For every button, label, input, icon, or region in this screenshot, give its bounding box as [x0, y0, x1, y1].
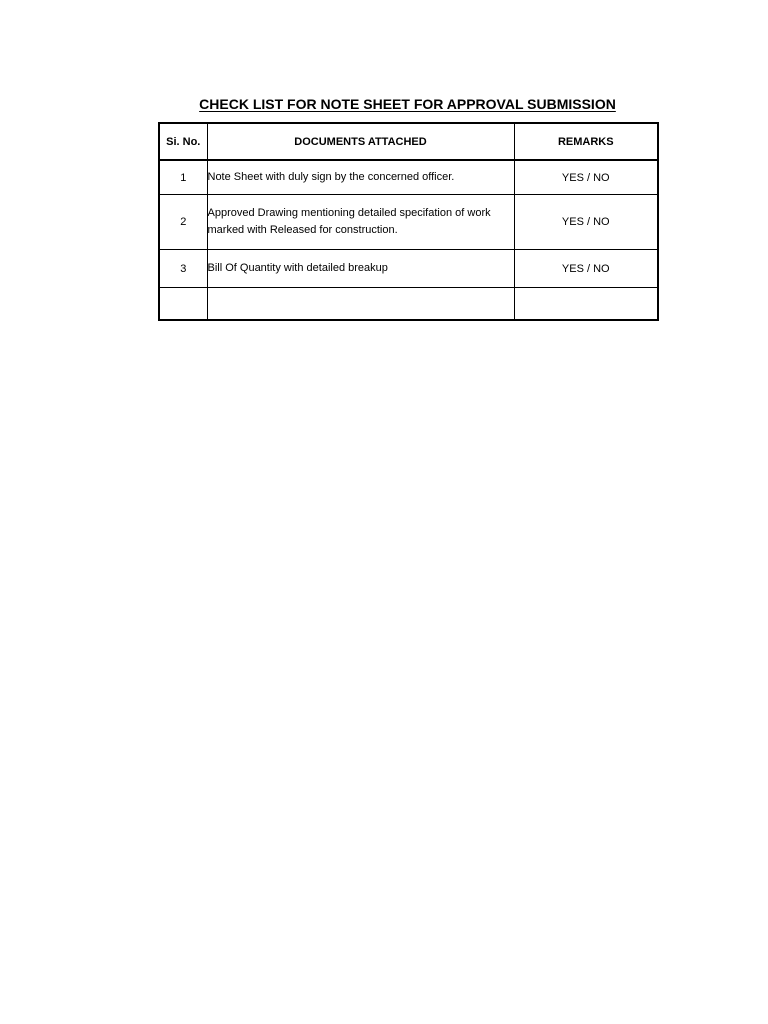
row-sno	[159, 288, 207, 321]
row-document: Note Sheet with duly sign by the concerned officer.	[207, 160, 514, 195]
row-remarks: YES / NO	[514, 195, 658, 250]
table-row	[159, 160, 658, 195]
row-remarks: YES / NO	[514, 250, 658, 288]
row-remarks: YES / NO	[514, 160, 658, 195]
table-row	[159, 250, 658, 288]
document-title: CHECK LIST FOR NOTE SHEET FOR APPROVAL SUBMISSION	[199, 96, 616, 112]
row-document: Approved Drawing mentioning detailed specifation of work marked with Released for construction.	[207, 195, 514, 250]
table-row	[159, 195, 658, 250]
row-remarks	[514, 288, 658, 321]
table-header-row	[159, 123, 658, 160]
header-sno: Si. No.	[159, 123, 207, 160]
header-remarks: REMARKS	[514, 123, 658, 160]
checklist-table	[158, 122, 659, 321]
row-sno: 2	[159, 195, 207, 250]
table-row-empty	[159, 288, 658, 321]
row-sno: 1	[159, 160, 207, 195]
row-sno: 3	[159, 250, 207, 288]
row-document: Bill Of Quantity with detailed breakup	[207, 250, 514, 288]
row-document	[207, 288, 514, 321]
header-documents: DOCUMENTS ATTACHED	[207, 123, 514, 160]
